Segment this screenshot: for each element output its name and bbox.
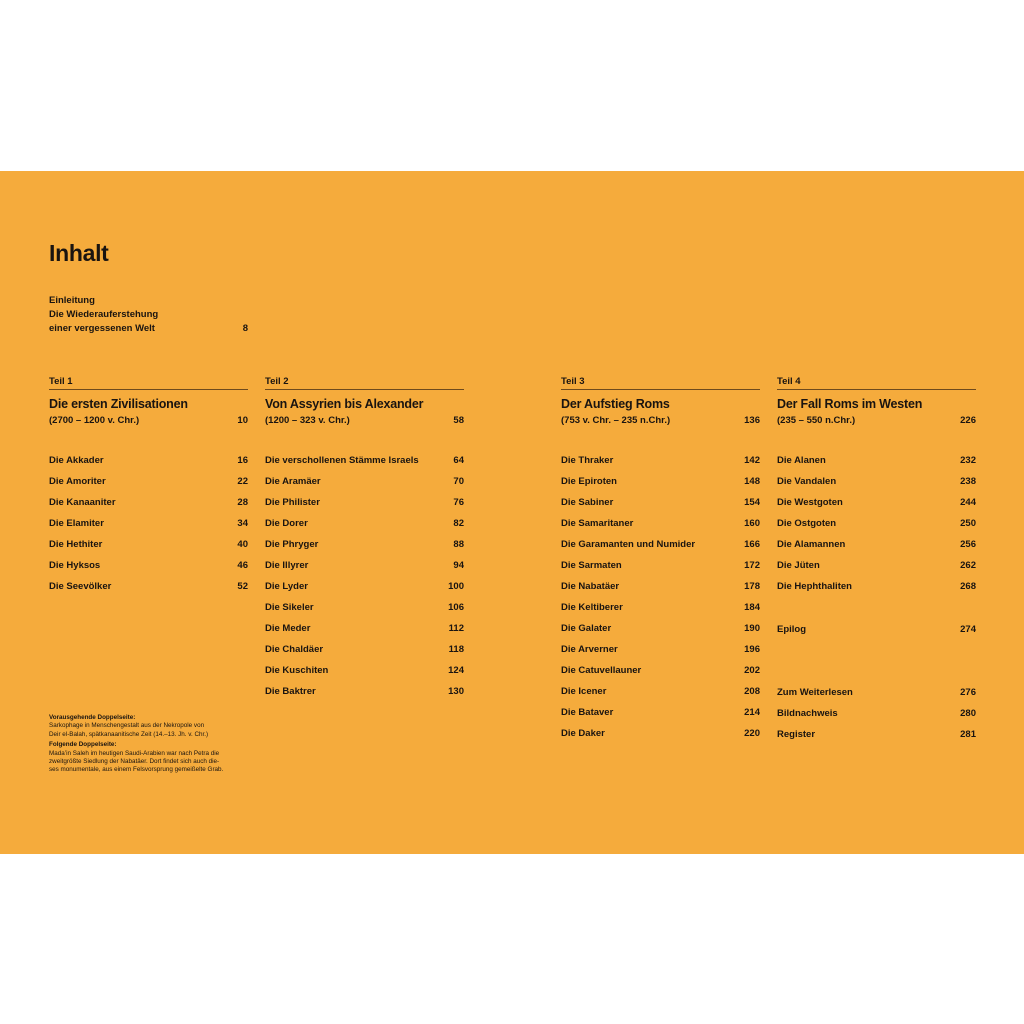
toc-entry [265,517,464,538]
toc-entry [561,475,760,496]
entry-page: 202 [744,665,760,676]
entry-page: 46 [237,560,248,571]
entry-name: Die Philister [265,497,320,508]
toc-entry [561,622,760,643]
toc-entry [265,664,464,685]
entry-name: Die Seevölker [49,581,112,592]
entry-name: Die Akkader [49,455,104,466]
entry-name: Die Sarmaten [561,560,622,571]
part-2-entries [265,454,464,706]
entry-page: 40 [237,539,248,550]
caption-heading: Vorausgehende Doppelseite: [49,714,136,721]
entry-page: 52 [237,581,248,592]
entry-page: 142 [744,455,760,466]
toc-entry [561,454,760,475]
part-divider [777,389,976,390]
entry-page: 276 [960,687,976,698]
caption-line: Deir el-Balah, spätkanaanitische Zeit (14.–13. Jh. v. Chr.) [49,730,209,738]
toc-entry [561,727,760,748]
entry-page: 166 [744,539,760,550]
toc-entry [777,496,976,517]
entry-name: Die Meder [265,623,311,634]
entry-name: Die Thraker [561,455,614,466]
part-date-range: (1200 – 323 v. Chr.) [265,415,350,426]
part-divider [265,389,464,390]
toc-entry [777,559,976,580]
toc-entry [265,643,464,664]
entry-page: 88 [453,539,464,550]
entry-name: Die Nabatäer [561,581,620,592]
toc-entry [561,706,760,727]
entry-page: 118 [448,644,464,655]
part-title: Die ersten Zivilisationen [49,397,188,411]
entry-name: Die Epiroten [561,476,617,487]
entry-name: Die Garamanten und Numider [561,539,696,550]
toc-entry [49,475,248,496]
part-3-header [561,375,760,427]
entry-page: 256 [960,539,976,550]
entry-page: 124 [448,665,464,676]
intro-line: Einleitung [49,295,95,306]
part-label: Teil 2 [265,376,289,387]
part-4-entries [777,454,976,601]
toc-entry [49,454,248,475]
entry-name: Die Ostgoten [777,518,837,529]
part-date-range: (2700 – 1200 v. Chr.) [49,415,140,426]
entry-name: Die Alanen [777,455,826,466]
entry-name: Die Daker [561,728,605,739]
entry-name: Die Catuvellauner [561,665,642,676]
entry-name: Die Westgoten [777,497,843,508]
entry-name: Die Kuschiten [265,665,329,676]
toc-entry [777,707,976,728]
entry-name: Die Elamiter [49,518,104,529]
toc-entry [561,538,760,559]
part-4-header [777,375,976,427]
toc-entry [561,559,760,580]
part-1-header [49,375,248,427]
entry-page: 274 [960,624,976,635]
toc-entry [49,517,248,538]
part-label: Teil 3 [561,376,585,387]
entry-name: Die Phryger [265,539,319,550]
entry-page: 106 [448,602,464,613]
entry-page: 262 [960,560,976,571]
page-title: Inhalt [49,240,109,266]
toc-entry [561,643,760,664]
toc-entry [265,538,464,559]
entry-page: 82 [453,518,464,529]
toc-entry [265,580,464,601]
entry-page: 244 [960,497,976,508]
entry-page: 172 [744,560,760,571]
part-3-entries [561,454,760,748]
entry-page: 190 [744,623,760,634]
part-label: Teil 4 [777,376,801,387]
entry-name: Die Vandalen [777,476,837,487]
entry-page: 238 [960,476,976,487]
toc-entry [777,475,976,496]
entry-name: Die Keltiberer [561,602,623,613]
toc-entry [561,496,760,517]
entry-name: Die Baktrer [265,686,316,697]
entry-page: 214 [744,707,760,718]
toc-entry [265,454,464,475]
entry-name: Epilog [777,624,807,635]
epilog-section [777,623,976,644]
intro-entry [49,294,248,336]
toc-entry [561,685,760,706]
caption-line: zweitgrößte Siedlung der Nabatäer. Dort findet sich auch die- [49,758,220,766]
part-date-range: (235 – 550 n.Chr.) [777,415,856,426]
back-matter-section [777,686,976,749]
toc-entry [265,622,464,643]
entry-page: 94 [453,560,464,571]
entry-name: Die Amoriter [49,476,106,487]
part-title: Von Assyrien bis Alexander [265,397,424,411]
entry-name: Die Kanaaniter [49,497,116,508]
entry-name: Register [777,729,816,740]
caption-line: Mada’in Saleh im heutigen Saudi-Arabien war nach Petra die [49,749,220,757]
entry-page: 22 [237,476,248,487]
part-title: Der Fall Roms im Westen [777,397,923,411]
entry-name: Die Illyrer [265,560,309,571]
entry-page: 281 [960,729,976,740]
entry-page: 208 [744,686,760,697]
toc-entry [561,517,760,538]
entry-page: 250 [960,518,976,529]
toc-entry [49,496,248,517]
entry-name: Die Sabiner [561,497,614,508]
entry-name: Die verschollenen Stämme Israels [265,455,419,466]
entry-name: Die Jüten [777,560,820,571]
part-title: Der Aufstieg Roms [561,397,670,411]
toc-entry [265,475,464,496]
part-page-number: 226 [960,415,976,426]
entry-name: Die Alamannen [777,539,846,550]
entry-name: Die Samaritaner [561,518,634,529]
toc-entry [561,664,760,685]
toc-entry [265,496,464,517]
entry-name: Die Galater [561,623,612,634]
toc-entry [49,538,248,559]
toc-entry [561,580,760,601]
entry-page: 76 [453,497,464,508]
toc-entry [777,517,976,538]
entry-page: 28 [237,497,248,508]
entry-name: Die Hethiter [49,539,103,550]
part-page-number: 10 [237,415,248,426]
entry-page: 100 [448,581,464,592]
caption-line: Sarkophage in Menschengestalt aus der Nekropole von [49,722,205,730]
entry-name: Die Sikeler [265,602,314,613]
entry-page: 184 [744,602,760,613]
part-page-number: 136 [744,415,760,426]
entry-name: Die Hephthaliten [777,581,852,592]
entry-name: Die Aramäer [265,476,321,487]
intro-page-number: 8 [242,323,248,334]
entry-name: Die Bataver [561,707,614,718]
toc-entry [777,686,976,707]
entry-page: 178 [744,581,760,592]
entry-name: Zum Weiterlesen [777,687,853,698]
toc-entry [265,685,464,706]
entry-page: 154 [744,497,760,508]
entry-name: Die Dorer [265,518,308,529]
entry-name: Die Arverner [561,644,618,655]
toc-entry [265,601,464,622]
entry-page: 280 [960,708,976,719]
intro-line: einer vergessenen Welt [49,323,155,334]
entry-page: 64 [453,455,464,466]
entry-page: 112 [448,623,464,634]
toc-entry [777,728,976,749]
part-label: Teil 1 [49,376,73,387]
caption-line: ses monumentale, aus einem Felsvorsprung gemeißelte Grab. [49,766,224,774]
part-divider [49,389,248,390]
part-date-range: (753 v. Chr. – 235 n.Chr.) [561,415,671,426]
entry-page: 148 [744,476,760,487]
entry-name: Die Lyder [265,581,308,592]
entry-name: Die Hyksos [49,560,101,571]
toc-entry [49,559,248,580]
part-divider [561,389,760,390]
part-1-entries [49,454,248,601]
toc-entry [777,623,976,644]
toc-entry [777,454,976,475]
entry-page: 70 [453,476,464,487]
entry-name: Die Icener [561,686,607,697]
intro-line: Die Wiederauferstehung [49,309,159,320]
entry-name: Die Chaldäer [265,644,324,655]
caption-heading: Folgende Doppelseite: [49,741,117,749]
toc-entry [777,538,976,559]
entry-name: Bildnachweis [777,708,838,719]
part-2-header [265,375,464,427]
entry-page: 196 [744,644,760,655]
entry-page: 16 [237,455,248,466]
toc-entry [49,580,248,601]
part-page-number: 58 [453,415,464,426]
entry-page: 232 [960,455,976,466]
toc-entry [265,559,464,580]
entry-page: 160 [744,518,760,529]
image-caption [49,714,249,775]
entry-page: 268 [960,581,976,592]
entry-page: 130 [448,686,464,697]
toc-entry [561,601,760,622]
entry-page: 34 [237,518,248,529]
entry-page: 220 [744,728,760,739]
toc-entry [777,580,976,601]
